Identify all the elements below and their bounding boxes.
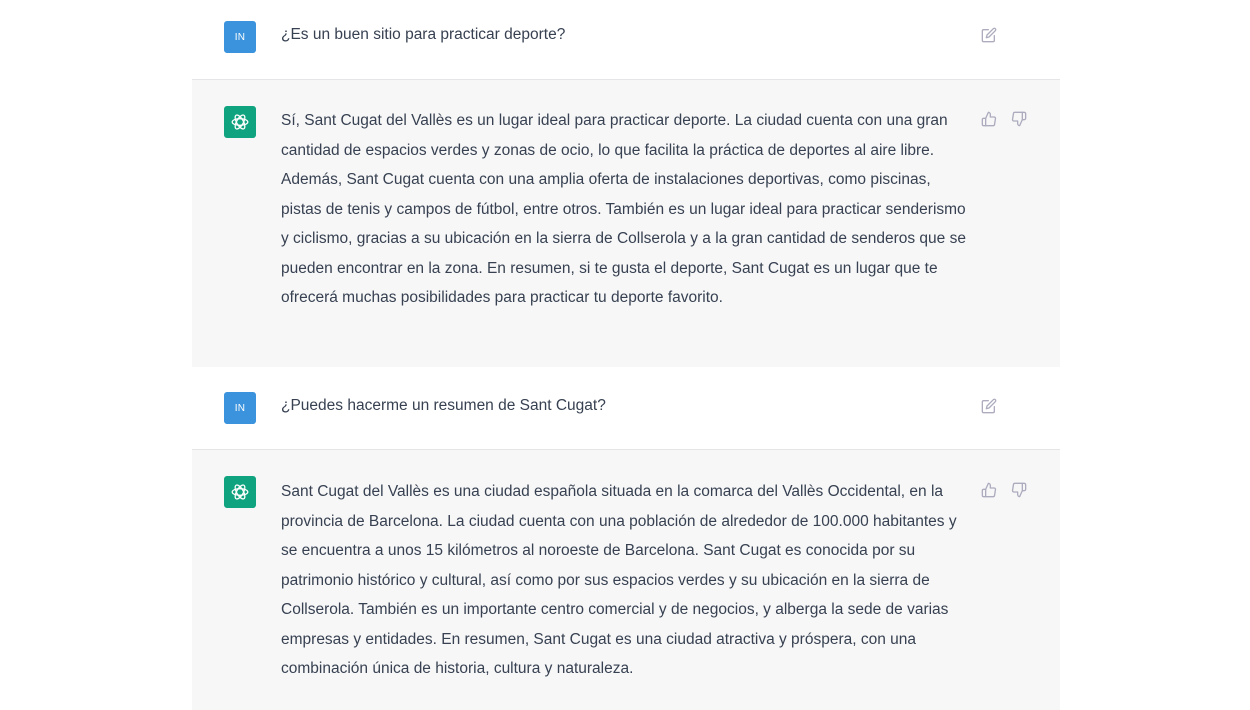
- assistant-message-text: Sí, Sant Cugat del Vallès es un lugar ideal para practicar deporte. La ciudad cuenta con una gran cantidad de espacios verdes y zonas de ocio, lo que facilita la práctica de deportes al aire libre. Además, Sant Cugat cuenta con una amplia oferta de instalaciones deportivas, como piscinas, pistas de tenis y campos de fútbol, entre otros. También es un lugar ideal para practicar senderismo y ciclismo, gracias a su ubicación en la sierra de Collserola y a la gran cantidad de senderos que se pueden encontrar en la zona. En resumen, si te gusta el deporte, Sant Cugat es un lugar que te ofrecerá muchas posibilidades para practicar tu deporte favorito.: [281, 112, 966, 306]
- user-message: [192, 0, 1060, 79]
- user-message: [192, 367, 1060, 449]
- user-avatar: IN: [224, 392, 256, 424]
- openai-logo-icon: [224, 106, 256, 138]
- user-message-text: ¿Puedes hacerme un resumen de Sant Cugat?: [281, 397, 606, 414]
- thumbs-down-icon[interactable]: [1009, 480, 1029, 500]
- assistant-message-text: Sant Cugat del Vallès es una ciudad española situada en la comarca del Vallès Occidental, en la provincia de Barcelona. La ciudad cuenta con una población de alrededor de 100.000 habitantes y se encuentra a unos 15 kilómetros al noroeste de Barcelona. Sant Cugat es conocida por su patrimonio histórico y cultural, así como por sus espacios verdes y su ubicación en la sierra de Collserola. También es un importante centro comercial y de negocios, y alberga la sede de varias empresas y entidades. En resumen, Sant Cugat es una ciudad atractiva y próspera, con una combinación única de historia, cultura y naturaleza.: [281, 483, 957, 677]
- user-avatar: IN: [224, 21, 256, 53]
- openai-logo-icon: [224, 476, 256, 508]
- thumbs-down-icon[interactable]: [1009, 109, 1029, 129]
- user-message-text: ¿Es un buen sitio para practicar deporte?: [281, 26, 566, 43]
- edit-icon[interactable]: [979, 396, 999, 416]
- edit-icon[interactable]: [979, 25, 999, 45]
- assistant-message: [192, 449, 1060, 710]
- thumbs-up-icon[interactable]: [979, 480, 999, 500]
- thumbs-up-icon[interactable]: [979, 109, 999, 129]
- assistant-message: [192, 79, 1060, 368]
